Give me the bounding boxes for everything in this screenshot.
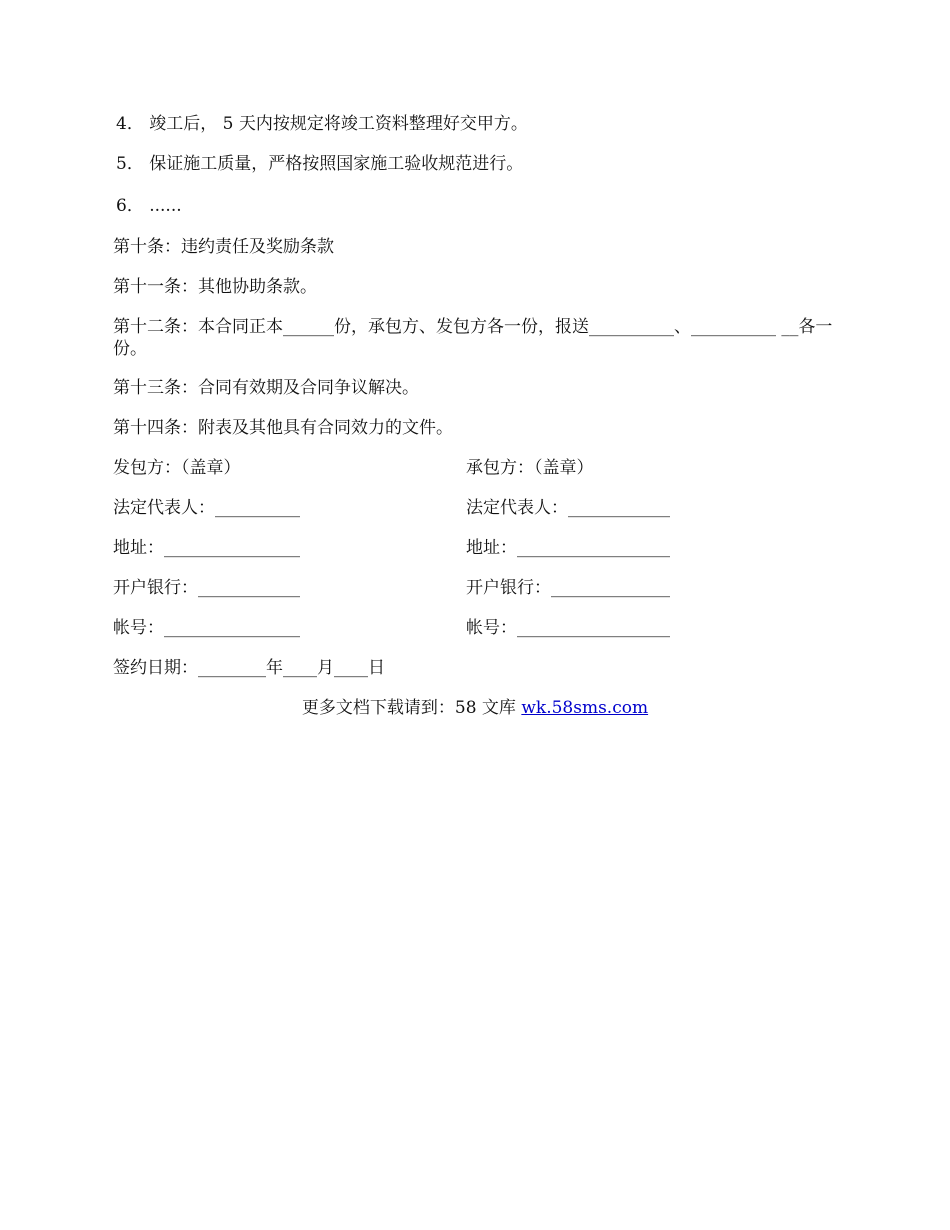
list-item-5: 5． 保证施工质量，严格按照国家施工验收规范进行。 — [116, 154, 524, 174]
footer-link[interactable]: wk.58sms.com — [521, 698, 649, 718]
footer-note — [0, 698, 950, 718]
article-11: 第十一条：其他协助条款。 — [113, 277, 317, 297]
employer-legal-rep: 法定代表人：__________ — [113, 498, 300, 518]
employer-party: 发包方：（盖章） — [113, 458, 241, 478]
signing-date: 签约日期：________年____月____日 — [113, 658, 385, 678]
contractor-account: 帐号：__________________ — [466, 618, 670, 638]
contractor-address: 地址：__________________ — [466, 538, 670, 558]
footer-text: 更多文档下载请到：58 文库 — [301, 698, 522, 718]
list-item-4: 4． 竣工后， 5 天内按规定将竣工资料整理好交甲方。 — [116, 114, 528, 134]
list-item-6: 6． ...... — [116, 196, 182, 216]
article-10: 第十条：违约责任及奖励条款 — [113, 237, 334, 257]
article-12: 第十二条：本合同正本______份，承包方、发包方各一份，报送__________、__________ __各一份。 — [113, 317, 833, 359]
contractor-bank: 开户银行：______________ — [466, 578, 670, 598]
article-14: 第十四条：附表及其他具有合同效力的文件。 — [113, 418, 453, 438]
employer-address: 地址：________________ — [113, 538, 300, 558]
employer-bank: 开户银行：____________ — [113, 578, 300, 598]
article-13: 第十三条：合同有效期及合同争议解决。 — [113, 378, 419, 398]
employer-account: 帐号：________________ — [113, 618, 300, 638]
contractor-legal-rep: 法定代表人：____________ — [466, 498, 670, 518]
contractor-party: 承包方：（盖章） — [466, 458, 594, 478]
